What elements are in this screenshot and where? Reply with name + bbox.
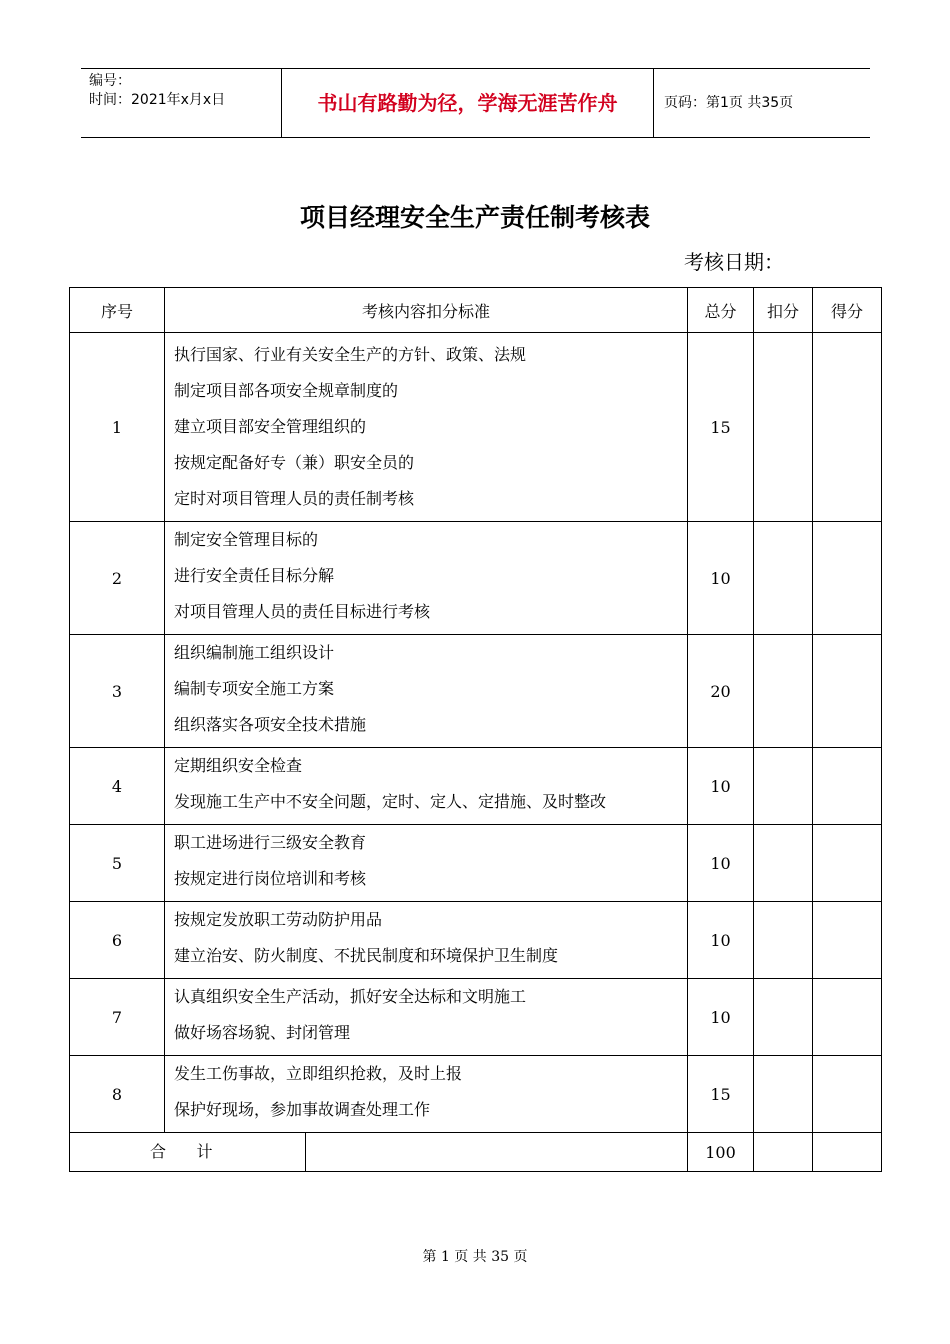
row-score-cell[interactable] [813, 522, 882, 635]
row-score-cell[interactable] [813, 1056, 882, 1133]
row-deduct-cell[interactable] [754, 333, 813, 522]
table-row [70, 902, 882, 979]
row-total: 20 [688, 635, 754, 748]
criterion-line: 建立项目部安全管理组织的 [174, 417, 367, 436]
criterion-line: 制定安全管理目标的 [174, 530, 319, 549]
row-score-cell[interactable] [813, 635, 882, 748]
criterion-line: 建立治安、防火制度、不扰民制度和环境保护卫生制度 [174, 946, 559, 965]
criterion-line: 做好场容场貌、封闭管理 [174, 1023, 351, 1042]
row-score-cell[interactable] [813, 825, 882, 902]
page-footer: 第 1 页 共 35 页 [422, 1249, 528, 1265]
assessment-table [69, 287, 882, 1172]
row-deduct-cell[interactable] [754, 1056, 813, 1133]
row-deduct-cell[interactable] [754, 825, 813, 902]
criterion-line: 执行国家、行业有关安全生产的方针、政策、法规 [174, 345, 527, 364]
table-header-row [70, 288, 882, 333]
row-score-cell[interactable] [813, 979, 882, 1056]
row-seq: 3 [70, 635, 165, 748]
row-seq: 8 [70, 1056, 165, 1133]
table-row [70, 635, 882, 748]
assessment-date-label: 考核日期： [684, 250, 784, 274]
criterion-line: 发生工伤事故，立即组织抢救，及时上报 [174, 1064, 463, 1083]
row-total: 15 [688, 333, 754, 522]
header-content: 考核内容扣分标准 [165, 288, 688, 333]
row-content [165, 825, 688, 902]
total-row [70, 1133, 882, 1172]
row-seq: 1 [70, 333, 165, 522]
row-deduct-cell[interactable] [754, 748, 813, 825]
table-row [70, 522, 882, 635]
table-row [70, 333, 882, 522]
total-deduct-cell[interactable] [754, 1133, 813, 1172]
document-title: 项目经理安全生产责任制考核表 [299, 203, 650, 232]
header-score: 得分 [813, 288, 882, 333]
table-row [70, 825, 882, 902]
row-seq: 5 [70, 825, 165, 902]
table-row [70, 1056, 882, 1133]
row-total: 10 [688, 522, 754, 635]
total-label-cell [70, 1133, 688, 1172]
row-content [165, 902, 688, 979]
row-deduct-cell[interactable] [754, 979, 813, 1056]
criterion-line: 按规定发放职工劳动防护用品 [174, 910, 383, 929]
criterion-line: 定时对项目管理人员的责任制考核 [174, 489, 415, 508]
criterion-line: 制定项目部各项安全规章制度的 [174, 381, 399, 400]
row-total: 15 [688, 1056, 754, 1133]
row-total: 10 [688, 902, 754, 979]
criterion-line: 组织落实各项安全技术措施 [174, 715, 367, 734]
page-header [81, 68, 870, 138]
row-content [165, 522, 688, 635]
criterion-line: 发现施工生产中不安全问题，定时、定人、定措施、及时整改 [174, 792, 607, 811]
criterion-line: 进行安全责任目标分解 [174, 566, 335, 585]
row-deduct-cell[interactable] [754, 522, 813, 635]
criterion-line: 按规定配备好专（兼）职安全员的 [174, 453, 415, 472]
criterion-line: 保护好现场，参加事故调查处理工作 [174, 1100, 431, 1119]
row-content [165, 979, 688, 1056]
table-row [70, 748, 882, 825]
criterion-line: 定期组织安全检查 [174, 756, 303, 775]
row-total: 10 [688, 979, 754, 1056]
row-content [165, 333, 688, 522]
criterion-line: 编制专项安全施工方案 [174, 679, 335, 698]
header-total: 总分 [688, 288, 754, 333]
row-content [165, 748, 688, 825]
row-seq: 6 [70, 902, 165, 979]
row-score-cell[interactable] [813, 333, 882, 522]
header-seq: 序号 [70, 288, 165, 333]
row-total: 10 [688, 748, 754, 825]
row-score-cell[interactable] [813, 748, 882, 825]
row-seq: 7 [70, 979, 165, 1056]
header-deduct: 扣分 [754, 288, 813, 333]
table-row [70, 979, 882, 1056]
row-seq: 4 [70, 748, 165, 825]
criterion-line: 认真组织安全生产活动，抓好安全达标和文明施工 [174, 987, 527, 1006]
criterion-line: 职工进场进行三级安全教育 [174, 833, 367, 852]
number-label: 编号： [89, 73, 131, 89]
header-motto: 书山有路勤为径，学海无涯苦作舟 [282, 69, 654, 137]
total-value: 100 [688, 1133, 754, 1172]
row-total: 10 [688, 825, 754, 902]
time-label: 时间：2021年x月x日 [89, 92, 226, 108]
header-meta [81, 69, 282, 137]
total-score-cell[interactable] [813, 1133, 882, 1172]
row-deduct-cell[interactable] [754, 902, 813, 979]
row-deduct-cell[interactable] [754, 635, 813, 748]
criterion-line: 对项目管理人员的责任目标进行考核 [174, 602, 431, 621]
criterion-line: 组织编制施工组织设计 [174, 643, 335, 662]
row-content [165, 635, 688, 748]
row-seq: 2 [70, 522, 165, 635]
criterion-line: 按规定进行岗位培训和考核 [174, 869, 367, 888]
row-content [165, 1056, 688, 1133]
header-page-info: 页码：第1页 共35页 [664, 95, 794, 111]
total-notes-cell[interactable] [306, 1133, 687, 1171]
row-score-cell[interactable] [813, 902, 882, 979]
total-label: 合 计 [70, 1133, 306, 1171]
